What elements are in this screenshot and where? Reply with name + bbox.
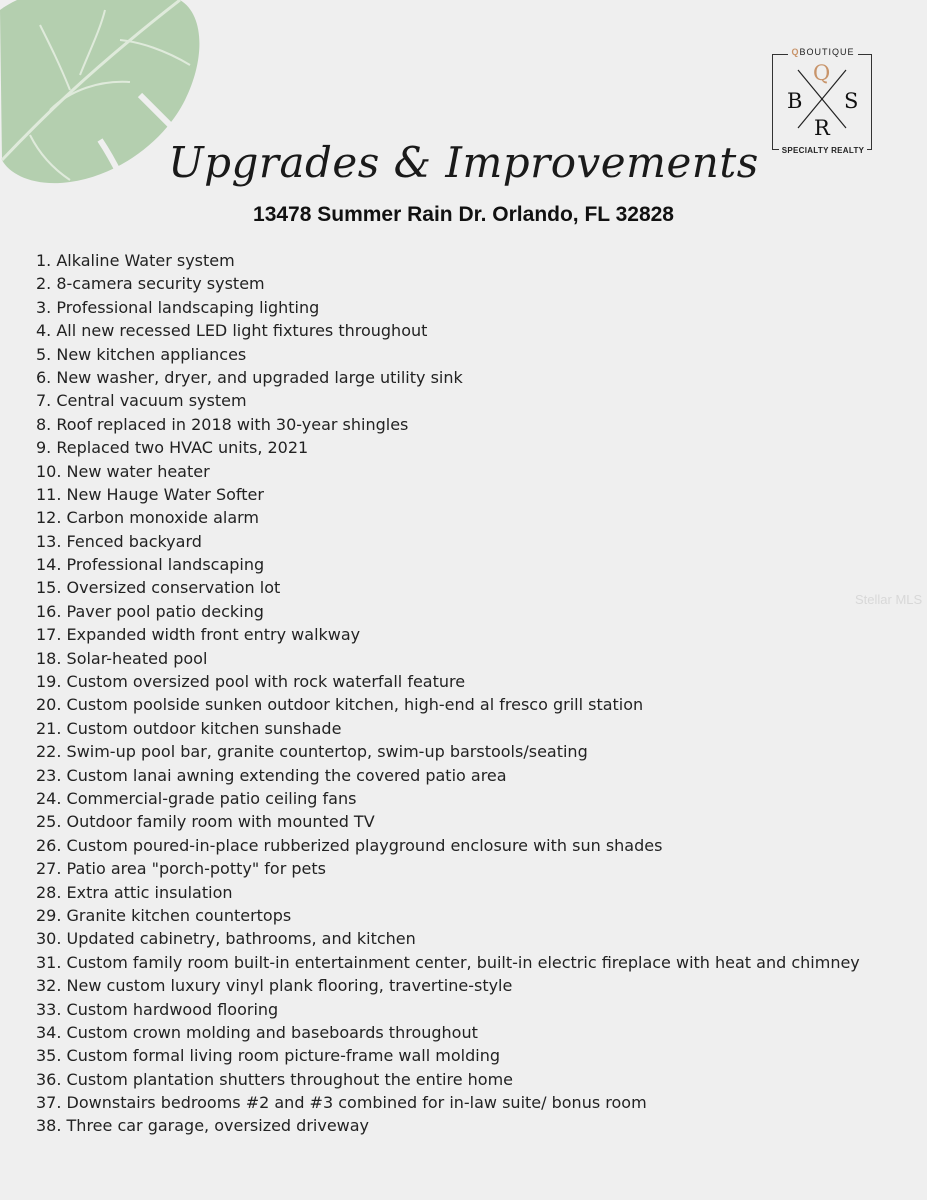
logo-top-text <box>772 47 874 57</box>
list-item: 19. Custom oversized pool with rock waterfall feature <box>36 672 466 692</box>
list-item: 22. Swim-up pool bar, granite countertop, swim-up barstools/seating <box>36 742 588 762</box>
list-item: 2. 8-camera security system <box>36 274 265 294</box>
list-item: 9. Replaced two HVAC units, 2021 <box>36 438 309 458</box>
list-item: 21. Custom outdoor kitchen sunshade <box>36 718 342 738</box>
list-item: 28. Extra attic insulation <box>36 882 233 902</box>
property-address: 13478 Summer Rain Dr. Orlando, FL 32828 <box>253 203 674 226</box>
logo-letter-q: Q <box>813 61 831 85</box>
list-item: 10. New water heater <box>36 461 210 481</box>
list-item: 37. Downstairs bedrooms #2 and #3 combined for in-law suite/ bonus room <box>36 1093 647 1113</box>
watermark: Stellar MLS <box>855 592 923 607</box>
list-item: 1. Alkaline Water system <box>36 251 235 270</box>
list-item: 8. Roof replaced in 2018 with 30-year shingles <box>36 414 409 434</box>
list-item: 31. Custom family room built-in entertainment center, built-in electric fireplace with heat and chimney <box>36 952 860 972</box>
list-item: 29. Granite kitchen countertops <box>36 905 292 925</box>
list-item: 18. Solar-heated pool <box>36 648 208 668</box>
list-item: 16. Paver pool patio decking <box>36 601 264 621</box>
logo-letter-r: R <box>814 116 830 140</box>
logo-top-word: BOUTIQUE <box>799 47 855 57</box>
list-item: 24. Commercial-grade patio ceiling fans <box>36 788 357 808</box>
list-item: 30. Updated cabinetry, bathrooms, and kitchen <box>36 929 416 949</box>
list-item: 3. Professional landscaping lighting <box>36 297 320 317</box>
list-item: 27. Patio area "porch-potty" for pets <box>36 859 326 879</box>
list-item: 38. Three car garage, oversized driveway <box>36 1116 370 1136</box>
list-item: 32. New custom luxury vinyl plank flooring, travertine-style <box>36 976 513 996</box>
list-item: 36. Custom plantation shutters throughout the entire home <box>36 1069 513 1089</box>
list-item: 35. Custom formal living room picture-frame wall molding <box>36 1046 500 1066</box>
logo-bottom-word: SPECIALTY REALTY <box>779 146 868 155</box>
list-item: 25. Outdoor family room with mounted TV <box>36 812 375 832</box>
list-item: 34. Custom crown molding and baseboards throughout <box>36 1022 478 1042</box>
list-item: 33. Custom hardwood flooring <box>36 999 279 1019</box>
logo-letter-b: B <box>787 89 803 113</box>
logo-top-prefix: Q <box>791 47 800 57</box>
logo-letter-s: S <box>844 89 859 113</box>
page-title: Upgrades & Improvements <box>168 138 759 187</box>
list-item: 15. Oversized conservation lot <box>36 578 281 598</box>
list-item: 20. Custom poolside sunken outdoor kitchen, high-end al fresco grill station <box>36 695 644 715</box>
list-item: 23. Custom lanai awning extending the covered patio area <box>36 765 507 785</box>
list-item: 26. Custom poured-in-place rubberized playground enclosure with sun shades <box>36 835 663 855</box>
list-item: 5. New kitchen appliances <box>36 344 247 364</box>
list-item: 4. All new recessed LED light fixtures throughout <box>36 321 428 341</box>
list-item: 11. New Hauge Water Softer <box>36 484 264 504</box>
list-item: 17. Expanded width front entry walkway <box>36 625 361 645</box>
list-item: 13. Fenced backyard <box>36 531 202 551</box>
upgrades-list <box>36 249 860 1138</box>
list-item: 7. Central vacuum system <box>36 391 247 411</box>
list-item: 6. New washer, dryer, and upgraded large utility sink <box>36 367 463 387</box>
list-item: 12. Carbon monoxide alarm <box>36 508 260 528</box>
list-item: 14. Professional landscaping <box>36 555 265 575</box>
